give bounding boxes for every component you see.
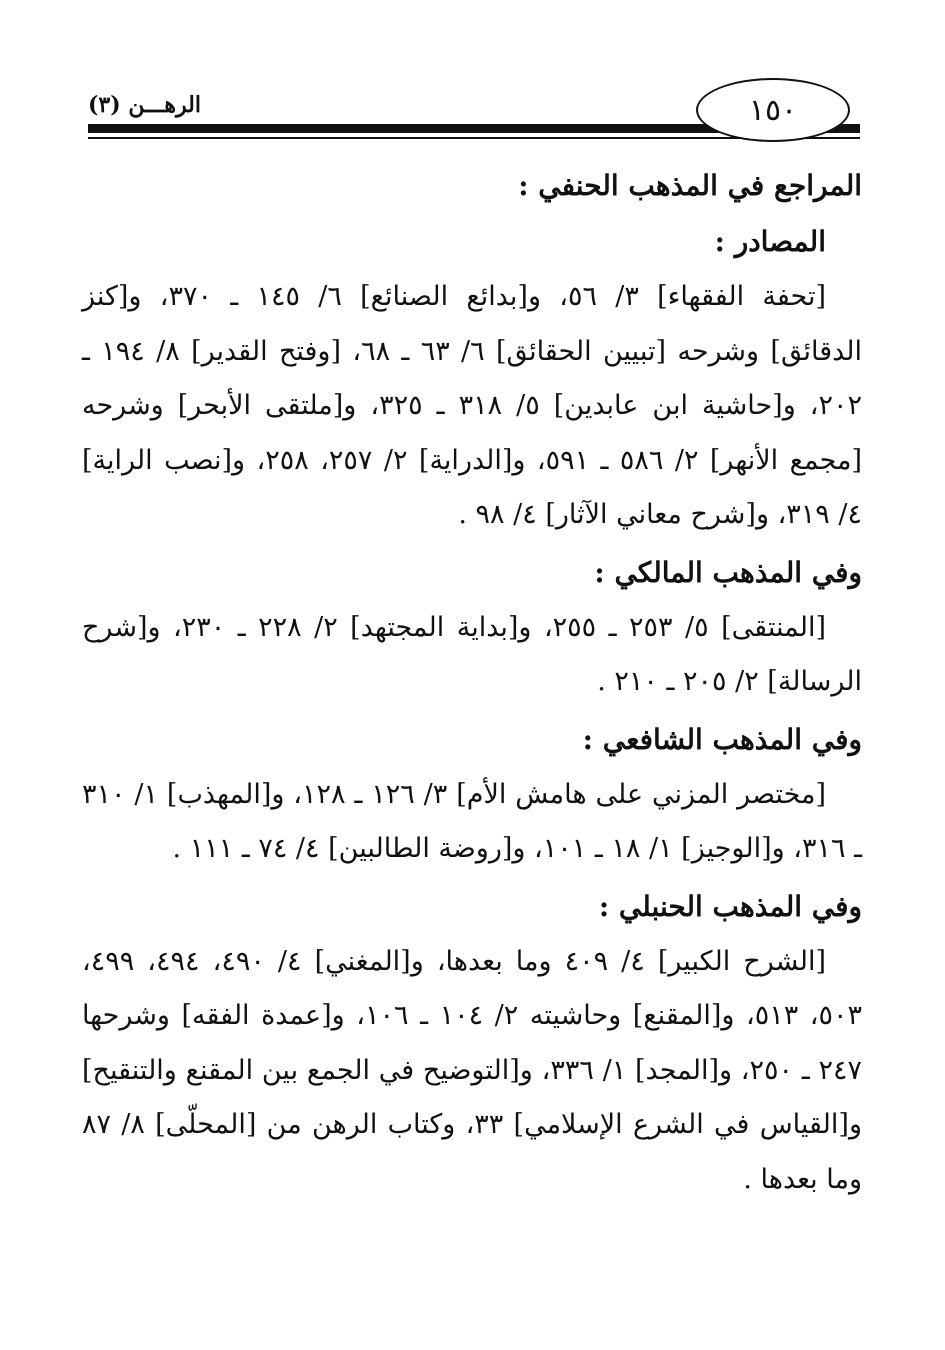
page-header [88,78,860,148]
running-title: (٣) الرهـــن [88,92,201,118]
hanbali-references: [الشرح الكبير] ٤/ ٤٠٩ وما بعدها، و[المغني] ٤/ ٤٩٠، ٤٩٤، ٤٩٩، ٥٠٣، ٥١٣، و[المقنع] وحاشيته ٢/ ١٠٤ ـ ١٠٦، و[عمدة الفقه] وشرحها ٢٤٧ ـ ٢٥٠، و[المجد] ١/ ٣٣٦، و[التوضيح في الجمع بين المقنع والتنقيح] و[القياس في الشرع الإسلامي] ٣٣، وكتاب الرهن من [المحلّى] ٨/ ٨٧ وما بعدها . [82,945,863,1195]
page-number: ١٥٠ [696,78,850,142]
hanafi-references: [تحفة الفقهاء] ٣/ ٥٦، و[بدائع الصنائع] ٦/ ١٤٥ ـ ٣٧٠، و[كنز الدقائق] وشرحه [تبيين الحقائق] ٦/ ٦٣ ـ ٦٨، [وفتح القدير] ٨/ ١٩٤ ـ ٢٠٢، و[حاشية ابن عابدين] ٥/ ٣١٨ ـ ٣٢٥، و[ملتقى الأبحر] وشرحه [مجمع الأنهر] ٢/ ٥٨٦ ـ ٥٩١، و[الدراية] ٢/ ٢٥٧، ٢٥٨، و[نصب الراية] ٤/ ٣١٩، و[شرح معاني الآثار] ٤/ ٩٨ . [82,281,863,530]
shafii-heading: وفي المذهب الشافعي : [582,722,862,756]
page-body [82,158,862,1207]
maliki-heading: وفي المذهب المالكي : [594,555,862,589]
shafii-references: [مختصر المزني على هامش الأم] ٣/ ١٢٦ ـ ١٢٨، و[المهذب] ١/ ٣١٠ ـ ٣١٦، و[الوجيز] ١/ ١٨ ـ ١٠١، و[روضة الطالبين] ٤/ ٧٤ ـ ١١١ . [82,778,862,864]
maliki-references: [المنتقى] ٥/ ٢٥٣ ـ ٢٥٥، و[بداية المجتهد] ٢/ ٢٢٨ ـ ٢٣٠، و[شرح الرسالة] ٢/ ٢٠٥ ـ ٢١٠ . [82,611,862,697]
hanafi-heading: المراجع في المذهب الحنفي : [518,169,862,202]
hanbali-heading: وفي المذهب الحنبلي : [598,889,862,923]
sources-subheading: المصادر : [714,225,826,258]
